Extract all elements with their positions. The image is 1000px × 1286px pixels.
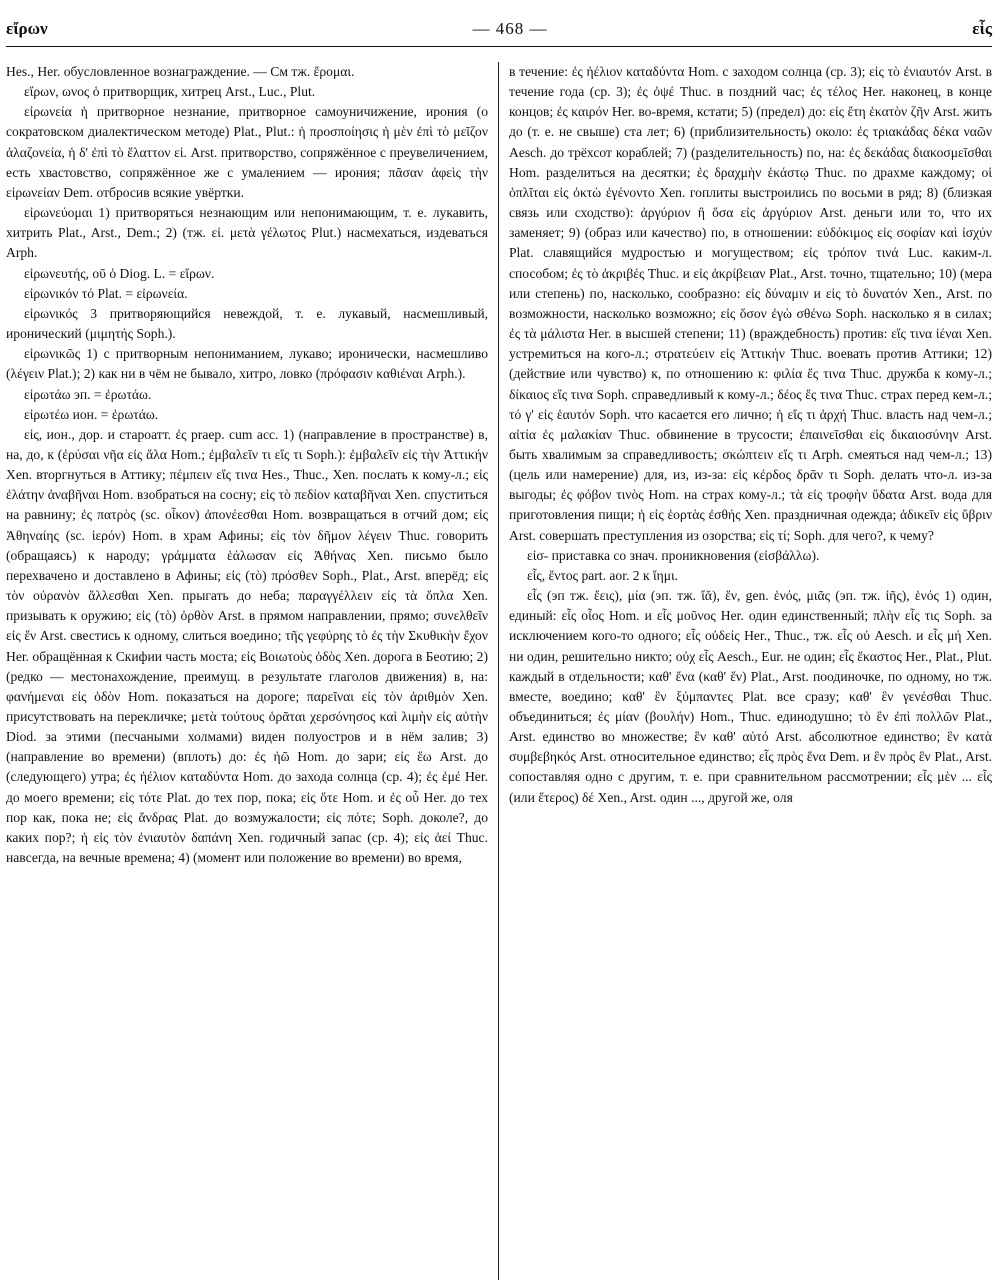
right-running-headword: εἷς xyxy=(972,19,992,38)
page-number: — 468 — xyxy=(472,19,548,38)
dictionary-entry: εἰρωτάω эп. = ἐρωτάω. xyxy=(24,386,152,402)
dictionary-entry: εἰρωνεία ἡ притворное незнание, притворное самоуничижение, ирония (о сократовском диалектическом методе) Plat., Plut.: ἡ προσποίησις ἡ μὲν ἐπὶ τὸ μεῖζον ἀλαζονεία, ἡ δ' ἐπὶ τὸ ἔλαττον εἰ. Arst. притворство, сопряжённое с преувеличением, есть хвастовство, сопряжённое же с умалением — ирония; πᾶσαν ἀφεὶς τὴν εἰρωνείαν Dem. отбросив всякие увёртки. xyxy=(6,104,488,200)
left-running-headword: εἴρων xyxy=(6,19,48,38)
dictionary-entry: εἰρωτέω ион. = ἐρωτάω. xyxy=(24,406,159,422)
dictionary-columns xyxy=(6,62,992,1280)
right-column xyxy=(499,62,992,1280)
dictionary-entry: εἰρωνικός 3 притворяющийся невеждой, т. е. лукавый, насмешливый, иронический (μιμητής Soph.). xyxy=(6,305,488,342)
dictionary-entry: εἴρων, ωνος ὁ притворщик, хитрец Arst., Luc., Plut. xyxy=(24,84,316,100)
dictionary-entry: εἰς, ион., дор. и староатт. ἐς praep. cum acc. 1) (направление в пространстве) в, на, до, к (ἐρύσαι νῆα εἰς ἅλα Hom.; ἐμβαλεῖν τι εἴς τι Soph.): ἐμβαλεῖν εἰς τὴν Ἀττικήν Xen. вторгнуться в Аттику; πέμπειν εἴς τινα Hes., Thuc., Xen. послать к кому-л.; εἰς ἐλάτην ἀναβῆναι Hom. взобраться на сосну; εἰς τὸ πεδίον καταβῆναι Xen. спуститься на равнину; ἐς πατρὸς (sc. οἶκον) ἀπονέεσθαι Hom. возвращаться в отчий дом; εἰς Ἀθηναίης (sc. ἱερόν) Hom. в храм Афины; εἰς τὸν δῆμον λέγειν Thuc. говорить (обращаясь) к народу; γράμματα ἑάλωσαν εἰς Ἀθήνας Xen. письмо было перехвачено и доставлено в Афины; εἰς (τὸ) πρόσθεν Soph., Plat., Arst. вперёд; εἰς τὸν οὐρανὸν ἅλλεσθαι Xen. прыгать до неба; παραγγέλλειν εἰς τὰ ὅπλα Xen. призывать к оружию; εἰς (τὸ) ὀρθὸν Arst. в прямом направлении, прямо; συνελθεῖν εἰς ἕν Arst. свестись к одному, слиться воедино; τῆς γεφύρης τὸ ἐς τὴν Σκυθικὴν ἔχον Her. обращённая к Скифии часть моста; εἰς Βοιωτοὺς ὁδὸς Xen. дорога в Беотию; 2) (редко — местонахождение, преимущ. в результате глаголов движения) в, на: φανήμεναι εἰς ὁδὸν Hom. показаться на дороге; παρεῖναι εἰς τὸν ἀριθμὸν Xen. присутствовать на перекличке; μετὰ τούτους ὁρᾶται χερσόνησος καὶ λιμὴν εἰς αὐτὴν Diod. за этими (песчаными холмами) виден полуостров и в нём залив; 3) (направление во времени) (вплоть) до: ἐς ἠῶ Hom. до зари; εἰς ἕω Arst. до (следующего) утра; ἐς ἠέλιον καταδύντα Hom. до захода солнца (ср. 4); ἐς ἐμέ Her. до моего времени; εἰς τότε Plat. до тех пор, пока; εἰς ὅτε Hom. и ἐς οὗ Her. до тех пор как, пока не; εἰς ἄνδρας Plat. до возмужалости; εἰς πότε; Soph. доколе?, до каких пор?; ἡ εἰς τὸν ἐνιαυτὸν δαπάνη Xen. годичный запас (ср. 4); εἰς ἀεί Thuc. навсегда, на вечные времена; 4) (момент или положение во времени) во время, xyxy=(6,426,489,866)
left-column xyxy=(6,62,499,1280)
dictionary-entry: εἰρωνικόν τό Plat. = εἰρωνεία. xyxy=(24,285,188,301)
page-header xyxy=(6,12,992,47)
entry-continuation: Hes., Her. обусловленное вознаграждение. — См тж. ἔρομαι. xyxy=(6,64,355,79)
dictionary-entry: εἷς, ἕντος part. aor. 2 к ἵημι. xyxy=(527,567,679,583)
dictionary-entry: εἰρωνευτής, οῦ ὁ Diog. L. = εἴρων. xyxy=(24,265,215,281)
dictionary-entry: εἷς (эп тж. ἔεις), μία (эп. тж. ἴᾰ), ἕν, gen. ἑνός, μιᾶς (эп. тж. ἰῆς), ἑνός 1) один, единый: εἷς οἶος Hom. и εἷς μοῦνος Her. один единственный; πλὴν εἷς τις Soph. за исключением кого-то одного; εἷς οὐδείς Her., Thuc., тж. εἷς οὐ Aesch. и εἷς μή Xen. ни один, решительно никто; οὐχ εἷς Aesch., Eur. не один; εἷς ἕκαστος Her., Plat., Plut. каждый в отдельности; καθ' ἕνα (καθ' ἕν) Plat., Arst. поодиночке, по одному, но тж. вместе, воедино; καθ' ἓν ξύμπαντες Plat. все сразу; καθ' ἓν γενέσθαι Thuc. объединиться; ἐς μίαν (βουλήν) Hom., Thuc. единодушно; τὸ ἓν ἐπὶ πολλῶν Plat., Arst. единство во множестве; ἓν καθ' αὑτό Arst. абсолютное единство; ἓν κατὰ συμβεβηκός Arst. относительное единство; εἷς πρὸς ἕνα Dem. и ἓν πρὸς ἓν Plat., Arst. сопоставляя одно с другим, т. е. при сравнительном рассмотрении; εἷς μὲν ... εἷς (или ἕτερος) δέ Xen., Arst. один ..., другой же, оля xyxy=(509,588,992,805)
entry-continuation: в течение: ἐς ἠέλιον καταδύντα Hom. с заходом солнца (ср. 3); εἰς τὸ ἐνιαυτόν Arst. в течение года (ср. 3); ἐς ὀψέ Thuc. в поздний час; ἐς τέλος Her. наконец, в конце концов; ἐς καιρόν Her. во-время, кстати; 5) (предел) до: εἰς ἔτη ἑκατὸν ζῆν Arst. жить до (т. е. не свыше) ста лет; 6) (приблизительность) около: ἐς τριακάδας δέκα ναῶν Aesch. до трёхсот кораблей; 7) (разделительность) по, на: ἐς δεκάδας διακοσμεῖσθαι Hom. разделиться на десятки; ἐς δραχμὴν ἑκάστῳ Thuc. по драхме каждому; οἱ ὁπλῖται εἰς ὀκτὼ ἐγένοντο Xen. гоплиты выстроились по восьми в ряд; 8) (близкая связь или сходство): ἀργύριον ἢ ὅσα εἰς ἀργύριον Arst. деньги или то, что их заменяет; 9) (образ или качество) по, в отношении: εὐδόκιμος εἰς σοφίαν καὶ ἰσχύν Plat. славящийся мудростью и могуществом; εἰς τρόπον τινά Luc. каким-л. способом; ἐς τὸ ἀκριβές Thuc. и εἰς ἀκρίβειαν Plat., Arst. точно, тщательно; 10) (мера или степень) по, насколько, сообразно: εἰς δύναμιν и εἰς τὸ δυνατόν Xen., Arst. по возможности, насколько возможно; εἰς ὅσον ἐγὼ σθένω Soph. насколько я в силах; ἐς τὰ μάλιστα Her. в высшей степени; 11) (враждебность) против: εἴς τινα ἰέναι Xen. устремиться на кого-л.; στρατεύειν εἰς Ἀττικήν Thuc. воевать против Аттики; 12) (действие или чувство) к, по отношению к: φιλία ἔς τινα Thuc. дружба к кому-л.; δίκαιος εἴς τινα Soph. справедливый к кому-л.; δέος ἔς τινα Thuc. страх перед кем-л.; τό γ' εἰς ἑαυτόν Soph. что касается его лично; ἡ εἴς τι ἀρχή Thuc. власть над чем-л.; αἰτία ἐς μαλακίαν Thuc. обвинение в трусости; ἐπαινεῖσθαι εἰς δικαιοσύνην Arst. быть хвалимым за справедливость; σκώπτειν εἴς τι Arph. смеяться над чем-л.; 13) (цель или намерение) для, из, из-за: εἰς κέρδος δρᾶν τι Soph. делать что-л. из-за выгоды; ἐς φόβον τινὸς Hom. на страх кому-л.; τὰ εἰς τροφὴν ὕδατα Arst. вода для приготовления пищи; ἡ εἰς ἑορτὰς ἐσθής Xen. праздничная одежда; ἀδικεῖν εἰς ὕβριν Arst. совершать преступления из озорства; εἰς τί; Soph. для чего?, к чему? xyxy=(509,64,992,543)
dictionary-entry: εἰσ- приставка со знач. проникновения (εἰσβάλλω). xyxy=(527,547,820,563)
dictionary-entry: εἰρωνεύομαι 1) притворяться незнающим или непонимающим, т. е. лукавить, хитрить Plat., Arst., Dem.; 2) (тж. εἰ. μετὰ γέλωτος Plut.) насмехаться, издеваться Arph. xyxy=(6,205,488,261)
dictionary-entry: εἰρωνικῶς 1) с притворным непониманием, лукаво; иронически, насмешливо (λέγειν Plat.); 2) как ни в чём не бывало, хитро, ловко (πρόφασιν καθιέναι Arph.). xyxy=(6,346,488,382)
